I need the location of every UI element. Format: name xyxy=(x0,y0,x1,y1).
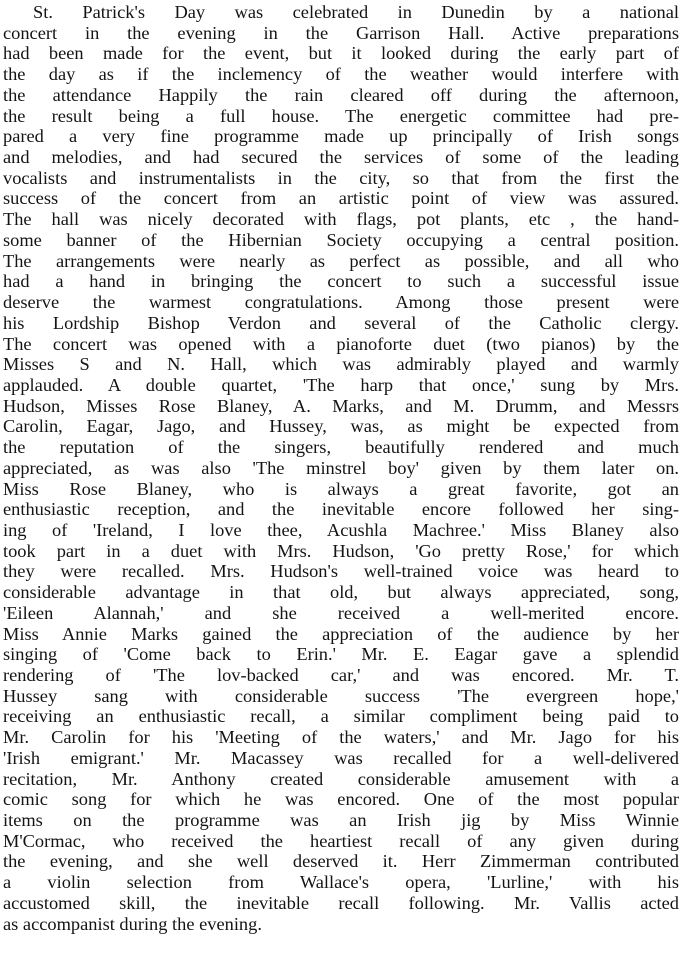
article-body xyxy=(3,2,679,934)
text-line: the evening, and she well deserved it. Herr Zimmerman contributed xyxy=(3,851,679,872)
text-line: ing of 'Ireland, I love thee, Acushla Machree.' Miss Blaney also xyxy=(3,519,679,540)
text-line: applauded. A double quartet, 'The harp that once,' sung by Mrs. xyxy=(3,374,679,395)
text-line: vocalists and instrumentalists in the city, so that from the first the xyxy=(3,167,679,188)
text-line: the reputation of the singers, beautifully rendered and much xyxy=(3,437,679,458)
text-line: appreciated, as was also 'The minstrel boy' given by them later on. xyxy=(3,457,679,478)
text-line: some banner of the Hibernian Society occupying a central position. xyxy=(3,229,679,250)
text-line: M'Cormac, who received the heartiest recall of any given during xyxy=(3,830,679,851)
text-line: considerable advantage in that old, but always appreciated, song, xyxy=(3,582,679,603)
text-line: had a hand in bringing the concert to such a successful issue xyxy=(3,271,679,292)
text-line: had been made for the event, but it looked during the early part of xyxy=(3,43,679,64)
text-line: rendering of 'The lov-backed car,' and was encored. Mr. T. xyxy=(3,665,679,685)
text-line: as accompanist during the evening. xyxy=(3,913,262,934)
text-line: receiving an enthusiastic recall, a similar compliment being paid to xyxy=(3,706,679,727)
text-line: his Lordship Bishop Verdon and several of the Catholic clergy. xyxy=(3,312,679,333)
text-line: Miss Rose Blaney, who is always a great favorite, got an xyxy=(3,478,679,499)
text-line: enthusiastic reception, and the inevitable encore followed her sing- xyxy=(3,499,679,520)
text-line: they were recalled. Mrs. Hudson's well-trained voice was heard to xyxy=(3,561,679,582)
text-line: concert in the evening in the Garrison Hall. Active preparations xyxy=(3,22,679,43)
text-line: Hudson, Misses Rose Blaney, A. Marks, and M. Drumm, and Messrs xyxy=(3,395,679,416)
text-line: Carolin, Eagar, Jago, and Hussey, was, as might be expected from xyxy=(3,416,679,437)
text-line: items on the programme was an Irish jig by Miss Winnie xyxy=(3,810,679,831)
text-line: 'Eileen Alannah,' and she received a well-merited encore. xyxy=(3,602,679,623)
text-line: Mr. Carolin for his 'Meeting of the waters,' and Mr. Jago for his xyxy=(3,727,679,748)
text-line: The concert was opened with a pianoforte duet (two pianos) by the xyxy=(3,333,679,354)
text-line: the result being a full house. The energetic committee had pre- xyxy=(3,105,679,126)
text-line: comic song for which he was encored. One of the most popular xyxy=(3,789,679,810)
text-line: 'Irish emigrant.' Mr. Macassey was recalled for a well-delivered xyxy=(3,747,679,768)
text-line: accustomed skill, the inevitable recall following. Mr. Vallis acted xyxy=(3,892,679,913)
text-line: the day as if the inclemency of the weather would interfere with xyxy=(3,64,679,85)
text-line: The hall was nicely decorated with flags, pot plants, etc , the hand- xyxy=(3,209,679,230)
text-line: deserve the warmest congratulations. Among those present were xyxy=(3,292,679,313)
text-line: success of the concert from an artistic point of view was assured. xyxy=(3,188,679,209)
text-line: The arrangements were nearly as perfect as possible, and all who xyxy=(3,250,679,271)
text-line: took part in a duet with Mrs. Hudson, 'Go pretty Rose,' for which xyxy=(3,540,679,561)
text-line: and melodies, and had secured the services of some of the leading xyxy=(3,147,679,168)
text-line: recitation, Mr. Anthony created considerable amusement with a xyxy=(3,768,679,789)
text-line: St. Patrick's Day was celebrated in Dunedin by a national xyxy=(33,2,679,22)
text-line: Misses S and N. Hall, which was admirably played and warmly xyxy=(3,354,679,375)
text-line: Miss Annie Marks gained the appreciation of the audience by her xyxy=(3,623,679,644)
text-line: pared a very fine programme made up principally of Irish songs xyxy=(3,126,679,147)
text-line: singing of 'Come back to Erin.' Mr. E. Eagar gave a splendid xyxy=(3,644,679,665)
text-line: Hussey sang with considerable success 'The evergreen hope,' xyxy=(3,685,679,706)
text-line: the attendance Happily the rain cleared off during the afternoon, xyxy=(3,84,679,105)
text-line: a violin selection from Wallace's opera, 'Lurline,' with his xyxy=(3,872,679,893)
